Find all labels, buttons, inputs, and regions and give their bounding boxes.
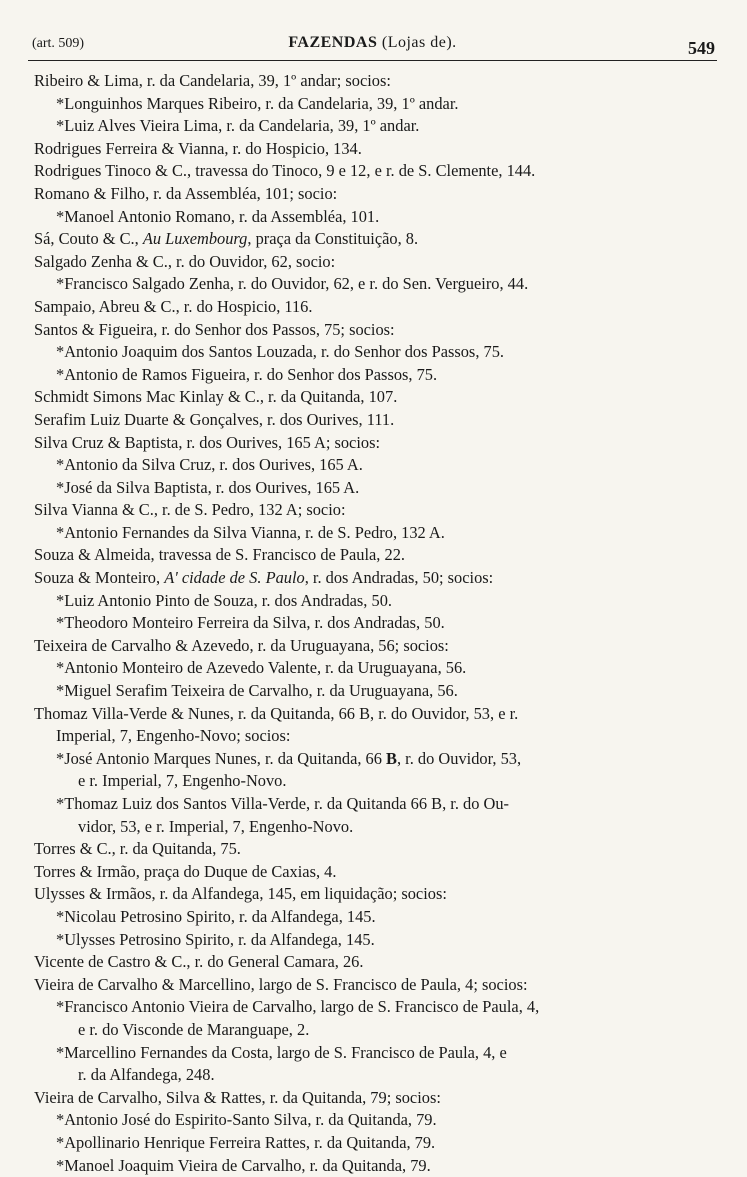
continuation-line: vidor, 53, e r. Imperial, 7, Engenho-Novo. — [34, 816, 717, 839]
firm-entry: Santos & Figueira, r. do Senhor dos Passos, 75; socios: — [34, 319, 717, 342]
firm-entry: Vieira de Carvalho & Marcellino, largo de S. Francisco de Paula, 4; socios: — [34, 974, 717, 997]
partner-entry: *Luiz Alves Vieira Lima, r. da Candelaria, 39, 1º andar. — [34, 115, 717, 138]
partner-entry: Imperial, 7, Engenho-Novo; socios: — [34, 725, 717, 748]
firm-entry: Teixeira de Carvalho & Azevedo, r. da Uruguayana, 56; socios: — [34, 635, 717, 658]
firm-entry: Schmidt Simons Mac Kinlay & C., r. da Quitanda, 107. — [34, 386, 717, 409]
running-title-rest: (Lojas de). — [377, 34, 456, 51]
directory-entries — [34, 70, 717, 1177]
partner-entry: *José da Silva Baptista, r. dos Ourives, 165 A. — [34, 477, 717, 500]
partner-entry: *Miguel Serafim Teixeira de Carvalho, r. da Uruguayana, 56. — [34, 680, 717, 703]
article-reference: (art. 509) — [32, 36, 84, 52]
partner-entry: *Antonio José do Espirito-Santo Silva, r. da Quitanda, 79. — [34, 1109, 717, 1132]
partner-entry: *Luiz Antonio Pinto de Souza, r. dos Andradas, 50. — [34, 590, 717, 613]
firm-entry: Silva Vianna & C., r. de S. Pedro, 132 A; socio: — [34, 499, 717, 522]
firm-entry: Thomaz Villa-Verde & Nunes, r. da Quitanda, 66 B, r. do Ouvidor, 53, e r. — [34, 703, 717, 726]
partner-entry: *José Antonio Marques Nunes, r. da Quitanda, 66 B, r. do Ouvidor, 53, — [34, 748, 717, 771]
partner-entry: *Longuinhos Marques Ribeiro, r. da Candelaria, 39, 1º andar. — [34, 93, 717, 116]
continuation-line: e r. do Visconde de Maranguape, 2. — [34, 1019, 717, 1042]
partner-entry: *Francisco Antonio Vieira de Carvalho, largo de S. Francisco de Paula, 4, — [34, 996, 717, 1019]
firm-entry: Silva Cruz & Baptista, r. dos Ourives, 165 A; socios: — [34, 432, 717, 455]
running-title — [28, 34, 717, 52]
partner-entry: *Marcellino Fernandes da Costa, largo de S. Francisco de Paula, 4, e — [34, 1042, 717, 1065]
page-number: 549 — [688, 38, 715, 59]
firm-entry: Vieira de Carvalho, Silva & Rattes, r. da Quitanda, 79; socios: — [34, 1087, 717, 1110]
partner-entry: *Antonio Monteiro de Azevedo Valente, r. da Uruguayana, 56. — [34, 657, 717, 680]
continuation-line: r. da Alfandega, 248. — [34, 1064, 717, 1087]
firm-entry: Vicente de Castro & C., r. do General Camara, 26. — [34, 951, 717, 974]
partner-entry: *Theodoro Monteiro Ferreira da Silva, r. dos Andradas, 50. — [34, 612, 717, 635]
partner-entry: *Nicolau Petrosino Spirito, r. da Alfandega, 145. — [34, 906, 717, 929]
firm-entry: Romano & Filho, r. da Assembléa, 101; socio: — [34, 183, 717, 206]
partner-entry: *Antonio Fernandes da Silva Vianna, r. de S. Pedro, 132 A. — [34, 522, 717, 545]
firm-entry: Torres & C., r. da Quitanda, 75. — [34, 838, 717, 861]
partner-entry: *Manoel Antonio Romano, r. da Assembléa, 101. — [34, 206, 717, 229]
partner-entry: *Thomaz Luiz dos Santos Villa-Verde, r. da Quitanda 66 B, r. do Ou- — [34, 793, 717, 816]
firm-entry: Rodrigues Tinoco & C., travessa do Tinoco, 9 e 12, e r. de S. Clemente, 144. — [34, 160, 717, 183]
running-title-bold: FAZENDAS — [288, 34, 377, 51]
firm-entry: Salgado Zenha & C., r. do Ouvidor, 62, socio: — [34, 251, 717, 274]
page-header — [28, 32, 717, 61]
firm-entry: Sá, Couto & C., Au Luxembourg, praça da Constituição, 8. — [34, 228, 717, 251]
partner-entry: *Antonio de Ramos Figueira, r. do Senhor dos Passos, 75. — [34, 364, 717, 387]
partner-entry: *Apollinario Henrique Ferreira Rattes, r. da Quitanda, 79. — [34, 1132, 717, 1155]
partner-entry: *Ulysses Petrosino Spirito, r. da Alfandega, 145. — [34, 929, 717, 952]
firm-entry: Sampaio, Abreu & C., r. do Hospicio, 116. — [34, 296, 717, 319]
firm-entry: Ribeiro & Lima, r. da Candelaria, 39, 1º andar; socios: — [34, 70, 717, 93]
firm-entry: Torres & Irmão, praça do Duque de Caxias, 4. — [34, 861, 717, 884]
firm-entry: Ulysses & Irmãos, r. da Alfandega, 145, em liquidação; socios: — [34, 883, 717, 906]
continuation-line: e r. Imperial, 7, Engenho-Novo. — [34, 770, 717, 793]
firm-entry: Souza & Almeida, travessa de S. Francisco de Paula, 22. — [34, 544, 717, 567]
firm-entry: Souza & Monteiro, A' cidade de S. Paulo, r. dos Andradas, 50; socios: — [34, 567, 717, 590]
partner-entry: *Francisco Salgado Zenha, r. do Ouvidor, 62, e r. do Sen. Vergueiro, 44. — [34, 273, 717, 296]
partner-entry: *Antonio Joaquim dos Santos Louzada, r. do Senhor dos Passos, 75. — [34, 341, 717, 364]
partner-entry: *Manoel Joaquim Vieira de Carvalho, r. da Quitanda, 79. — [34, 1155, 717, 1177]
firm-entry: Rodrigues Ferreira & Vianna, r. do Hospicio, 134. — [34, 138, 717, 161]
partner-entry: *Antonio da Silva Cruz, r. dos Ourives, 165 A. — [34, 454, 717, 477]
firm-entry: Serafim Luiz Duarte & Gonçalves, r. dos Ourives, 111. — [34, 409, 717, 432]
